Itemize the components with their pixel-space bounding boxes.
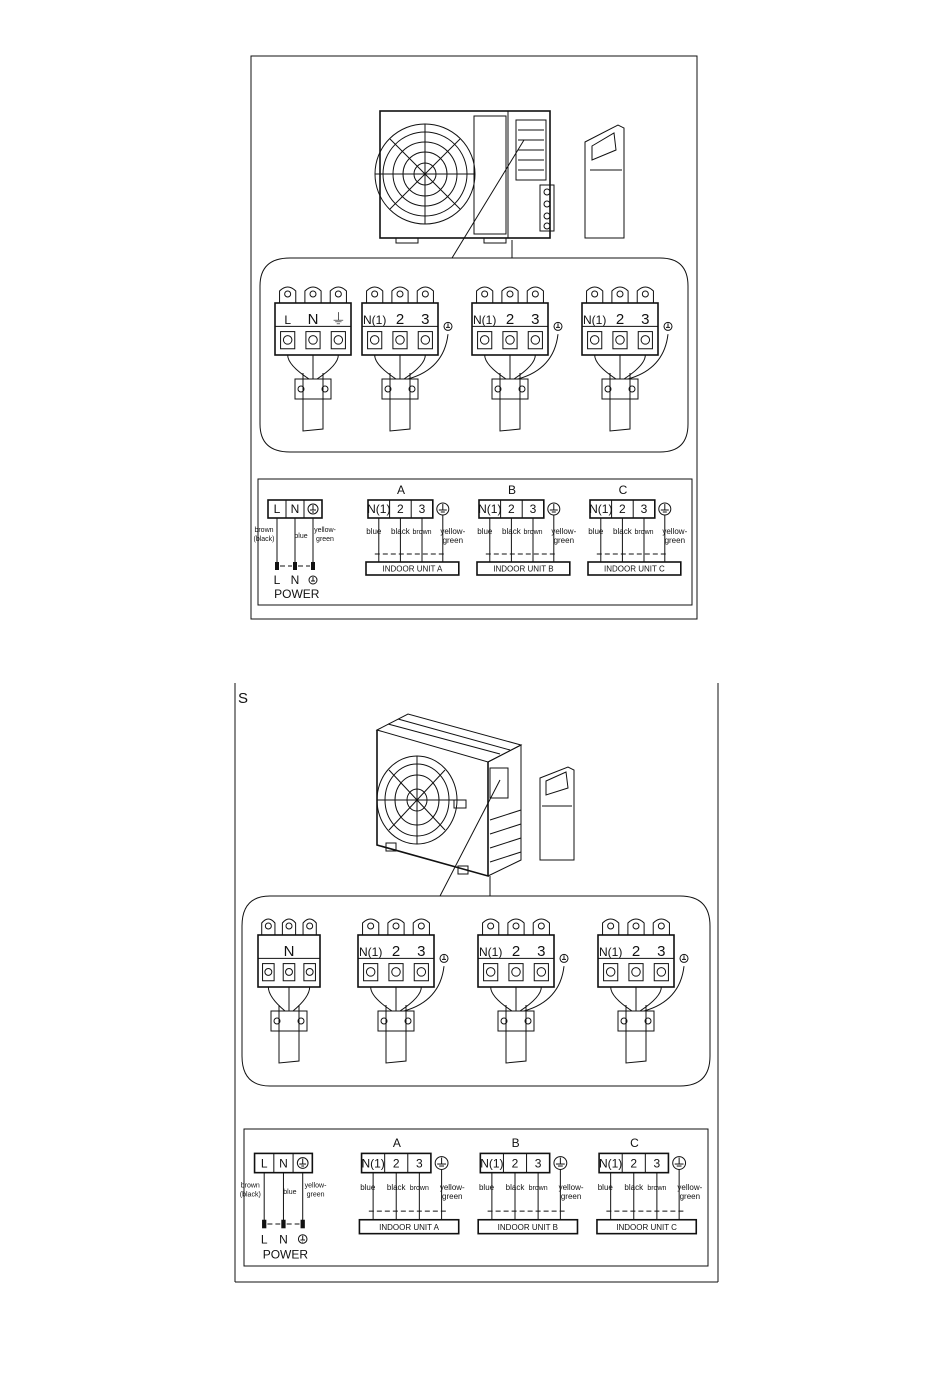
terminal-screw-icon (263, 964, 275, 981)
indoor-unit-wiring-a (366, 483, 466, 575)
indoor-terminal-label: N(1) (589, 501, 613, 516)
outdoor-unit-isometric-view (377, 714, 521, 876)
wire-color-label: black (624, 1182, 644, 1192)
indoor-terminal-label: 2 (392, 1156, 400, 1171)
indoor-terminal-label: 3 (418, 501, 426, 516)
cable-clamp (378, 1011, 414, 1031)
terminal-screw-icon (306, 332, 320, 349)
wire-color-label: blue (360, 1182, 376, 1192)
terminal-label: N(1) (582, 312, 607, 327)
indoor-terminal-strip (582, 287, 672, 431)
ground-symbol-icon (309, 576, 317, 584)
power-caption: POWER (262, 1247, 309, 1262)
wire-color-label: blue (477, 527, 493, 536)
ground-symbol-icon (664, 322, 672, 330)
ground-symbol-icon (298, 1235, 307, 1244)
terminal-label: 3 (421, 310, 430, 328)
indoor-unit-wiring-b (477, 483, 577, 575)
wire-color-label: black (386, 1182, 406, 1192)
indoor-terminal-label: 2 (508, 501, 515, 516)
indoor-terminal-strip (478, 919, 568, 1063)
wire-color-label: brown (409, 1184, 429, 1192)
wire-color-label: yellow-green (314, 527, 336, 543)
terminal-label: 2 (505, 310, 515, 328)
ground-symbol-icon (673, 1157, 686, 1170)
indoor-unit-wiring-a (359, 1136, 465, 1234)
indoor-terminal-strip (358, 919, 448, 1063)
unit-letter: B (511, 1135, 520, 1150)
terminal-label: N(1) (362, 312, 387, 327)
terminal-screw-icon (484, 964, 498, 981)
terminal-label: 2 (391, 942, 401, 960)
terminal-screw-icon (629, 964, 643, 981)
indoor-terminal-label: 3 (534, 1156, 542, 1171)
terminal-screw-icon (304, 964, 316, 981)
terminal-screw-icon (613, 332, 627, 349)
indoor-terminal-label: 3 (529, 501, 537, 516)
terminal-label: 2 (511, 942, 521, 960)
indoor-terminal-label: 3 (415, 1156, 423, 1171)
indoor-terminal-label: 3 (653, 1156, 661, 1171)
indoor-terminal-label: 3 (640, 501, 648, 516)
wire-color-label: brown (528, 1184, 548, 1192)
wire-color-label: yellow-green (662, 527, 688, 545)
terminal-label: N(1) (358, 944, 383, 959)
terminal-screw-icon (331, 332, 345, 349)
terminal-screw-icon (389, 964, 403, 981)
unit-letter: B (507, 483, 517, 497)
terminal-screw-icon (534, 964, 548, 981)
terminal-label: 3 (531, 310, 540, 328)
indoor-unit-label: INDOOR UNIT B (493, 564, 554, 574)
ground-symbol-icon (659, 503, 671, 515)
terminal-label: N(1) (472, 312, 497, 327)
wire-color-label: yellow-green (439, 1182, 465, 1201)
wire-color-label: black (505, 1182, 525, 1192)
terminal-label: 2 (395, 310, 405, 328)
terminal-cover (540, 767, 574, 860)
ground-symbol-icon (437, 503, 449, 515)
wire-color-label: blue (283, 1189, 297, 1197)
wire-color-label: brown (523, 529, 543, 536)
terminal-label: 2 (631, 942, 641, 960)
terminal-screw-icon (368, 332, 382, 349)
terminal-label: N (307, 310, 319, 328)
terminal-label: 3 (417, 942, 426, 960)
power-end-label: N (290, 573, 300, 587)
unit-letter: C (630, 1135, 639, 1150)
terminal-label: L (284, 312, 292, 327)
wire-color-label: yellow-green (304, 1182, 327, 1199)
wire-color-label: black (502, 527, 521, 536)
ground-symbol-icon (560, 954, 568, 962)
wire-color-label: yellow-green (558, 1182, 584, 1201)
terminal-label: N(1) (478, 944, 503, 959)
power-terminal-label: L (273, 501, 281, 516)
wire-color-label: blue (366, 527, 382, 536)
wire-color-label: yellow-green (551, 527, 577, 545)
wire-color-label: blue (597, 1182, 613, 1192)
terminal-screw-icon (364, 964, 378, 981)
indoor-terminal-label: 2 (397, 501, 404, 516)
cable-clamp (295, 379, 331, 399)
cable-clamp (492, 379, 528, 399)
terminal-screw-icon (638, 332, 652, 349)
wire-color-label: yellow-green (677, 1182, 703, 1201)
wire-color-label: blue (478, 1182, 495, 1192)
bottom-panel (235, 683, 718, 1282)
power-end-label: N (279, 1232, 288, 1247)
terminal-label: N(1) (598, 944, 623, 959)
indoor-unit-wiring-b (478, 1136, 584, 1234)
ground-symbol-icon (297, 1158, 308, 1169)
cable-clamp (271, 1011, 307, 1031)
terminal-screw-icon (283, 964, 295, 981)
bottom-corner-label: S (238, 690, 249, 707)
ground-symbol-icon (444, 322, 452, 330)
ground-symbol-icon (308, 504, 318, 514)
terminal-screw-icon (393, 332, 407, 349)
indoor-terminal-label: N(1) (478, 501, 502, 516)
indoor-terminal-strip (362, 287, 452, 431)
ground-symbol-icon (554, 1157, 567, 1170)
power-end-label: L (273, 573, 281, 587)
top-panel (251, 56, 697, 619)
power-terminal-label: N (290, 501, 300, 516)
indoor-unit-wiring-c (597, 1136, 703, 1234)
terminal-screw-icon (654, 964, 668, 981)
terminal-screw-icon (478, 332, 492, 349)
ground-symbol-icon (680, 954, 688, 962)
wire-color-label: blue (294, 533, 308, 540)
ground-symbol-icon (554, 322, 562, 330)
indoor-terminal-strip (598, 919, 688, 1063)
indoor-unit-label: INDOOR UNIT C (616, 1222, 677, 1232)
indoor-unit-label: INDOOR UNIT A (379, 1222, 439, 1232)
terminal-screw-icon (281, 332, 295, 349)
terminal-screw-icon (604, 964, 618, 981)
terminal-screw-icon (528, 332, 542, 349)
wire-color-label: brown (black) (253, 527, 275, 543)
terminal-screw-icon (503, 332, 517, 349)
outdoor-unit-front-view (375, 111, 554, 243)
indoor-terminal-label: N(1) (480, 1156, 504, 1171)
indoor-terminal-label: 2 (511, 1156, 519, 1171)
indoor-terminal-label: 2 (630, 1156, 638, 1171)
indoor-terminal-label: N(1) (598, 1156, 623, 1171)
power-terminal-strip (275, 287, 351, 431)
ground-symbol-icon (548, 503, 560, 515)
wire-color-label: blue (588, 527, 604, 536)
wire-color-label: brown (647, 1184, 667, 1192)
terminal-screw-icon (418, 332, 432, 349)
terminal-screw-icon (414, 964, 428, 981)
indoor-terminal-label: N(1) (367, 501, 391, 516)
ground-symbol-icon (435, 1157, 448, 1170)
power-caption: POWER (274, 587, 320, 601)
wire-color-label: brown (634, 529, 654, 536)
wire-color-label: yellow-green (440, 527, 466, 545)
indoor-unit-label: INDOOR UNIT C (604, 564, 665, 574)
unit-letter: C (618, 483, 628, 497)
terminal-label: N (283, 942, 295, 960)
indoor-terminal-strip (472, 287, 562, 431)
wire-color-label: black (391, 527, 410, 536)
power-terminal-label: N (279, 1156, 288, 1171)
wire-color-label: brown (black) (239, 1182, 261, 1199)
cable-clamp (382, 379, 418, 399)
terminal-screw-icon (588, 332, 602, 349)
wire-color-label: brown (412, 529, 432, 536)
indoor-unit-wiring-c (588, 483, 688, 575)
indoor-unit-label: INDOOR UNIT B (497, 1222, 558, 1232)
power-terminal-strip (258, 919, 320, 1063)
unit-letter: A (392, 1135, 401, 1150)
cable-clamp (618, 1011, 654, 1031)
indoor-unit-label: INDOOR UNIT A (382, 564, 443, 574)
power-end-label: L (260, 1232, 268, 1247)
power-wiring (253, 500, 336, 601)
terminal-label: ⏚ (330, 310, 346, 328)
indoor-terminal-label: N(1) (361, 1156, 385, 1171)
terminal-screw-icon (509, 964, 523, 981)
cable-clamp (498, 1011, 534, 1031)
wire-color-label: black (613, 527, 632, 536)
terminal-label: 2 (615, 310, 625, 328)
terminal-label: 3 (537, 942, 546, 960)
ground-symbol-icon (440, 954, 448, 962)
indoor-terminal-label: 2 (619, 501, 626, 516)
terminal-label: 3 (657, 942, 666, 960)
power-wiring (240, 1153, 327, 1261)
power-terminal-label: L (260, 1156, 268, 1171)
cable-clamp (602, 379, 638, 399)
terminal-label: 3 (641, 310, 650, 328)
terminal-cover (585, 125, 624, 238)
unit-letter: A (396, 483, 406, 497)
